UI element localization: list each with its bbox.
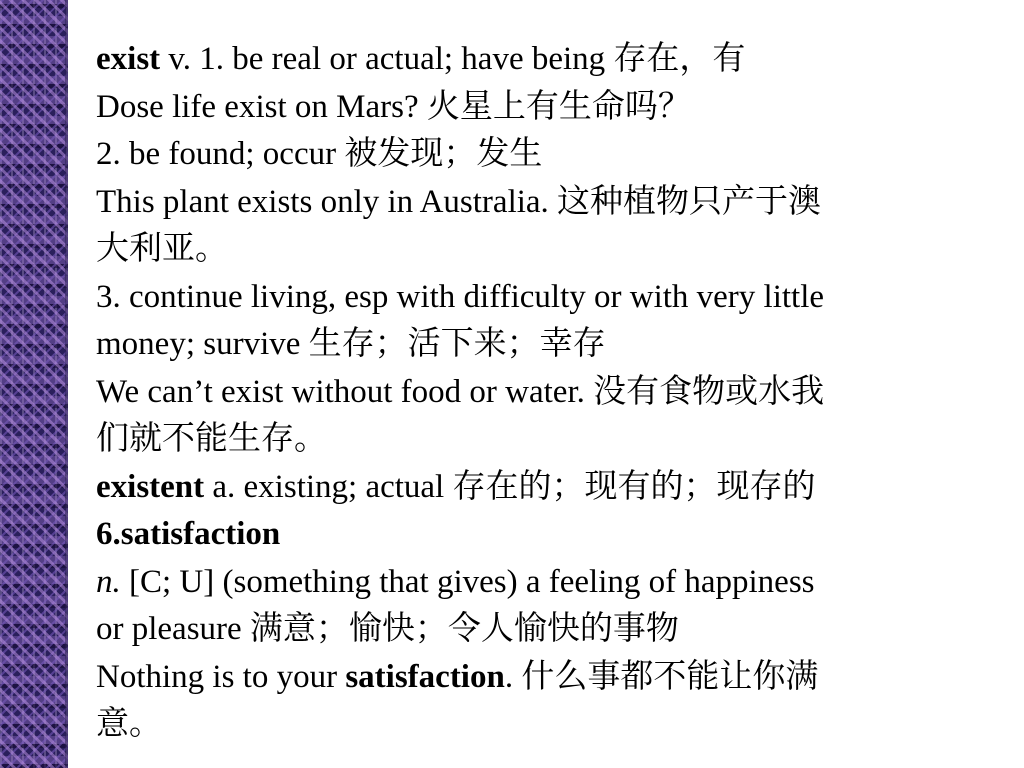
decorative-border xyxy=(0,0,68,768)
exist-definition-1 xyxy=(96,36,996,84)
exist-example-3-line-2: 们就不能生存。 xyxy=(96,421,327,457)
exist-definition-3-line-2: money; survive 生存；活下来；幸存 xyxy=(96,326,606,362)
satisfaction-definition-line-2: or pleasure 满意；愉快；令人愉快的事物 xyxy=(96,611,679,647)
satisfaction-example-line-1 xyxy=(96,654,996,702)
exist-example-2-line-1: This plant exists only in Australia. 这种植物只产于澳 xyxy=(96,183,822,220)
exist-def1-text: v. 1. be real or actual; have being 存在，有 xyxy=(160,41,746,77)
existent-definition xyxy=(96,464,996,512)
headword-existent: existent xyxy=(96,468,205,505)
exist-definition-3-line-1: 3. continue living, esp with difficulty or with very little xyxy=(96,278,825,315)
example-bold-word: satisfaction xyxy=(345,658,505,695)
exist-example-1: Dose life exist on Mars? 火星上有生命吗？ xyxy=(96,88,691,125)
exist-example-3-line-1: We can’t exist without food or water. 没有食物或水我 xyxy=(96,373,825,410)
part-of-speech: n. xyxy=(96,563,121,600)
exist-example-2-line-2: 大利亚。 xyxy=(96,231,228,267)
satisfaction-example-line-2: 意。 xyxy=(96,706,162,742)
existent-def-text: a. existing; actual 存在的；现有的；现存的 xyxy=(204,468,816,505)
satisfaction-definition-line-1 xyxy=(96,559,996,607)
satisfaction-def-text: [C; U] (something that gives) a feeling of happiness xyxy=(120,563,815,600)
slide-content xyxy=(96,36,996,749)
example-suffix: . 什么事都不能让你满 xyxy=(504,658,819,695)
satisfaction-heading xyxy=(96,511,996,559)
example-prefix: Nothing is to your xyxy=(96,658,346,695)
headword-exist: exist xyxy=(96,41,161,77)
exist-definition-2: 2. be found; occur 被发现；发生 xyxy=(96,136,543,172)
headword-satisfaction: 6.satisfaction xyxy=(96,516,281,552)
